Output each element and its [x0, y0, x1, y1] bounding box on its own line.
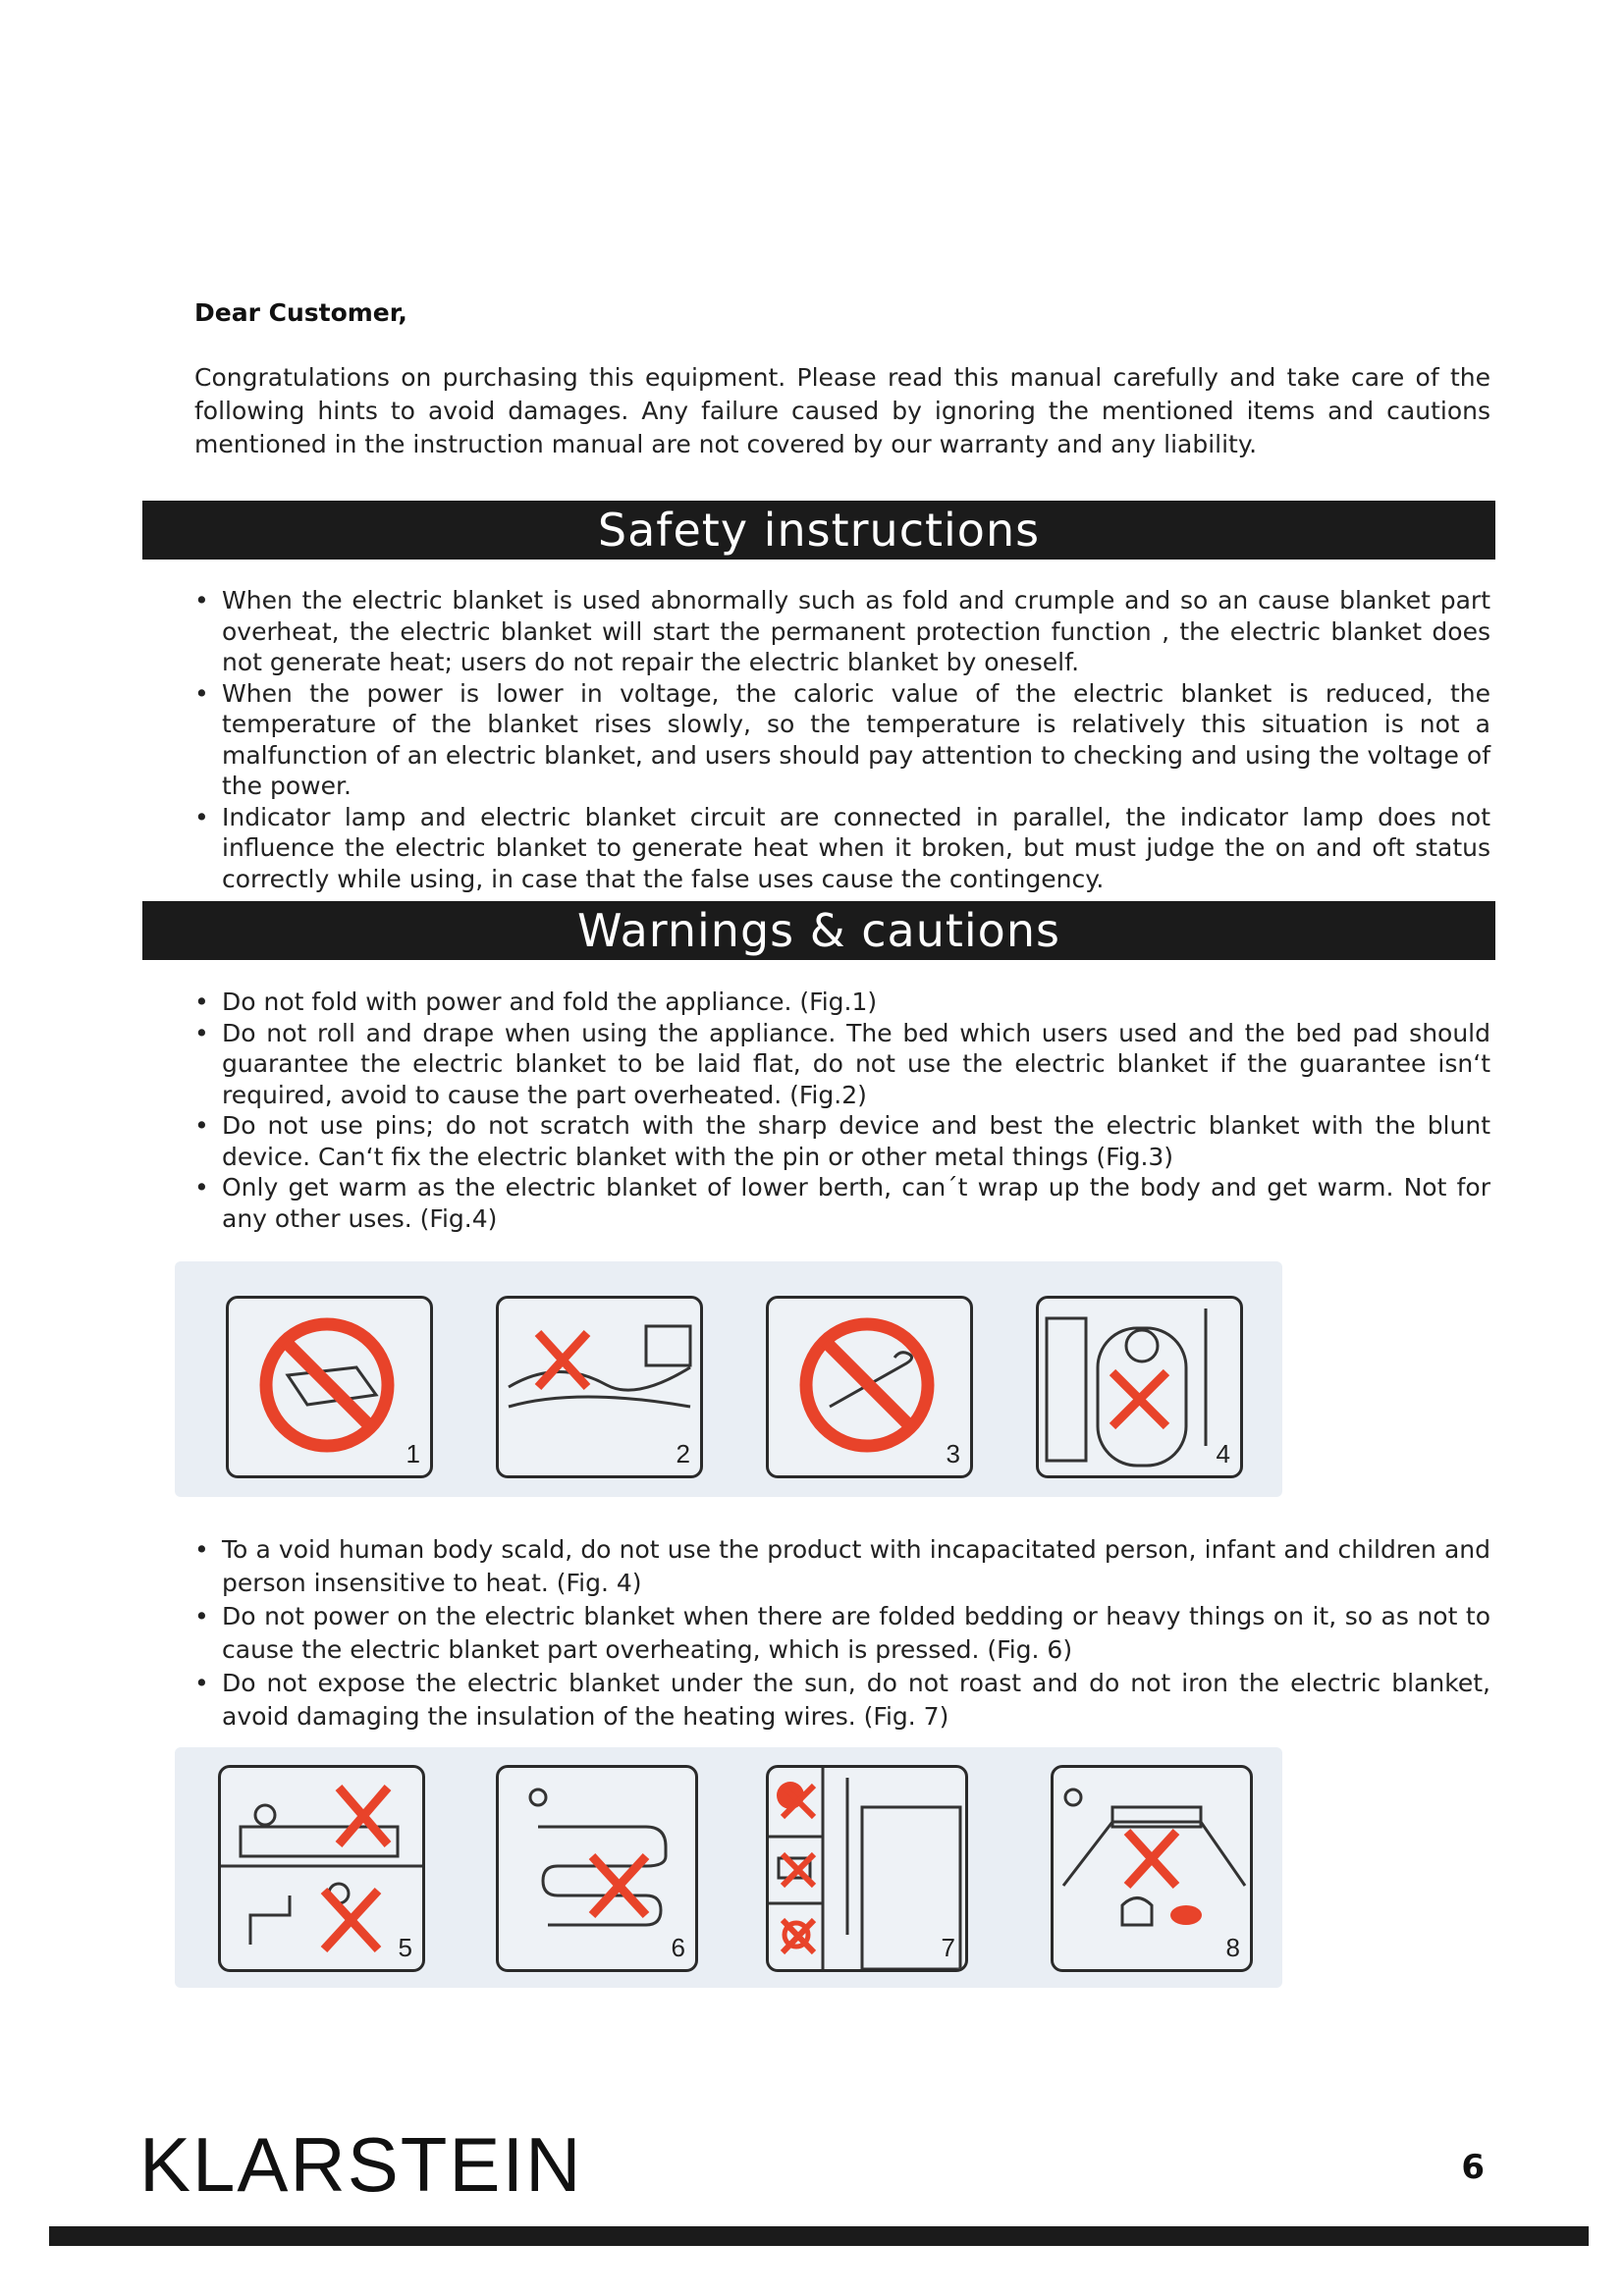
list-item: • Do not fold with power and fold the appliance. (Fig.1) — [194, 987, 1490, 1018]
figure-5 — [218, 1765, 425, 1972]
safety-list — [194, 585, 1490, 894]
figure-number: 6 — [671, 1933, 685, 1962]
warnings-list-b — [194, 1533, 1490, 1734]
figure-1 — [226, 1296, 433, 1478]
page-number: 6 — [1461, 2148, 1485, 2187]
pin-prohibited-icon — [769, 1299, 970, 1475]
figure-number: 7 — [941, 1933, 955, 1962]
footer-bar — [49, 2226, 1589, 2246]
figure-number: 2 — [676, 1439, 690, 1468]
list-item: • Do not power on the electric blanket when there are folded bedding or heavy things on it, so as not to cause the electric blanket part overheating, which is pressed. (Fig. 6) — [194, 1600, 1490, 1667]
figure-number: 1 — [406, 1439, 420, 1468]
list-item: • When the electric blanket is used abnormally such as fold and crumple and so an cause blanket part overheat, the electric blanket will start the permanent protection function , the electric blanket does not generate heat; users do not repair the electric blanket by oneself. — [194, 585, 1490, 678]
bed-crossed-icon — [1054, 1768, 1250, 1969]
figure-8 — [1051, 1765, 1253, 1972]
warnings-list-a — [194, 987, 1490, 1234]
figure-6 — [496, 1765, 698, 1972]
brand-logo: KLARSTEIN — [139, 2121, 583, 2208]
warnings-section-title: Warnings & cautions — [142, 901, 1495, 960]
figure-number: 4 — [1216, 1439, 1230, 1468]
figure-3 — [766, 1296, 973, 1478]
list-item: • Do not expose the electric blanket under the sun, do not roast and do not iron the electric blanket, avoid damaging the insulation of the heating wires. (Fig. 7) — [194, 1667, 1490, 1734]
list-item: • Do not roll and drape when using the appliance. The bed which users used and the bed pad should guarantee the electric blanket to be laid flat, do not use the electric blanket if the guarantee isn‘t required, avoid to cause the part overheated. (Fig.2) — [194, 1018, 1490, 1111]
intro-paragraph: Congratulations on purchasing this equipment. Please read this manual carefully and take care of the following hints to avoid damages. Any failure caused by ignoring the mentioned items and cautions mentioned in the instruction manual are not covered by our warranty and any liability. — [194, 363, 1490, 458]
list-item: • Only get warm as the electric blanket of lower berth, can´t wrap up the body and get warm. Not for any other uses. (Fig.4) — [194, 1172, 1490, 1234]
rolled-blanket-crossed-icon — [499, 1299, 700, 1475]
safety-section-title: Safety instructions — [142, 501, 1495, 560]
figure-number: 8 — [1225, 1933, 1240, 1962]
wrap-body-crossed-icon — [1039, 1299, 1240, 1475]
figure-number: 3 — [946, 1439, 960, 1468]
persons-crossed-icon — [221, 1768, 422, 1969]
fold-prohibited-icon — [229, 1299, 430, 1475]
list-item: • Indicator lamp and electric blanket circuit are connected in parallel, the indicator lamp does not influence the electric blanket to generate heat when it broken, but must judge the on and oft status correctly while using, in case that the false uses cause the contingency. — [194, 802, 1490, 895]
figure-2 — [496, 1296, 703, 1478]
sun-iron-crossed-icon — [769, 1768, 965, 1969]
heavy-objects-crossed-icon — [499, 1768, 695, 1969]
list-item: • To a void human body scald, do not use the product with incapacitated person, infant and children and person insensitive to heat. (Fig. 4) — [194, 1533, 1490, 1600]
figure-7 — [766, 1765, 968, 1972]
figure-number: 5 — [398, 1933, 412, 1962]
figure-4 — [1036, 1296, 1243, 1478]
greeting: Dear Customer, — [194, 298, 407, 327]
list-item: • When the power is lower in voltage, the caloric value of the electric blanket is reduced, the temperature of the blanket rises slowly, so the temperature is relatively this situation is not a malfunction of an electric blanket, and users should pay attention to checking and using the voltage of the power. — [194, 678, 1490, 802]
list-item: • Do not use pins; do not scratch with the sharp device and best the electric blanket with the blunt device. Can‘t fix the electric blanket with the pin or other metal things (Fig.3) — [194, 1110, 1490, 1172]
